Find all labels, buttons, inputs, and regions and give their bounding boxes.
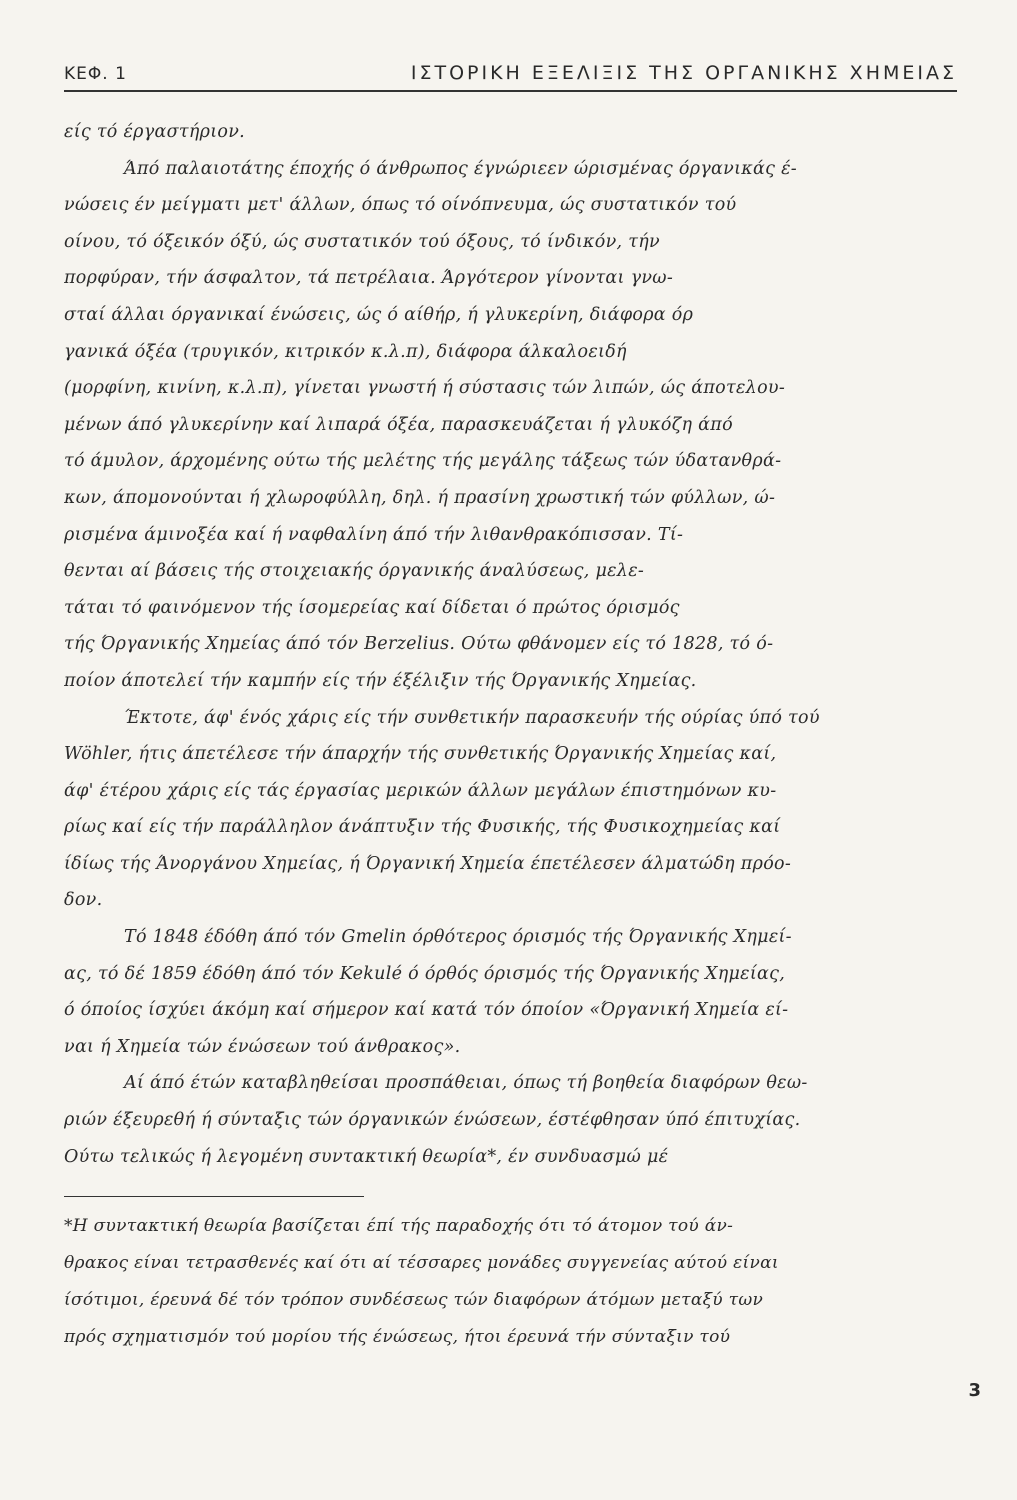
footnote-line: πρός σχηματισμόν τού μορίου τής ένώσεως, ήτοι έρευνά τήν σύνταξιν τού [64, 1327, 731, 1347]
footnote-line: θρακος είναι τετρασθενές καί ότι αί τέσσαρες μονάδες συγγενείας αύτού είναι [64, 1253, 779, 1273]
body-line: μένων άπό γλυκερίνην καί λιπαρά όξέα, παρασκευάζεται ή γλυκόζη άπό [64, 414, 733, 435]
body-line: ρισμένα άμινοξέα καί ή ναφθαλίνη άπό τήν λιθανθρακόπισσαν. Τί- [64, 524, 684, 545]
body-line: κων, άπομονούνται ή χλωροφύλλη, δηλ. ή πρασίνη χρωστική τών φύλλων, ώ- [64, 487, 776, 508]
body-line: (μορφίνη, κινίνη, κ.λ.π), γίνεται γνωστή ή σύστασις τών λιπών, ώς άποτελου- [64, 378, 786, 399]
body-line: πορφύραν, τήν άσφαλτον, τά πετρέλαια. Άργότερον γίνονται γνω- [64, 268, 674, 289]
body-line: ριών έξευρεθή ή σύνταξις τών όργανικών ένώσεων, έστέφθησαν ύπό έπιτυχίας. [64, 1110, 801, 1131]
footnote-line: ίσότιμοι, έρευνά δέ τόν τρόπον συνδέσεως τών διαφόρων άτόμων μεταξύ των [64, 1290, 764, 1310]
footnote-line: *Η συντακτική θεωρία βασίζεται έπί τής παραδοχής ότι τό άτομον τού άν- [64, 1216, 734, 1236]
body-line: ας, τό δέ 1859 έδόθη άπό τόν Kekulé ό όρθός όρισμός τής Όργανικής Χημείας, [64, 963, 786, 984]
body-line: Ούτω τελικώς ή λεγομένη συντακτική θεωρία*, έν συνδυασμώ μέ [64, 1146, 669, 1167]
body-line: ό όποίος ίσχύει άκόμη καί σήμερον καί κατά τόν όποίον «Όργανική Χημεία εί- [64, 1000, 789, 1021]
footnote-divider [64, 1196, 364, 1197]
body-line: Αί άπό έτών καταβληθείσαι προσπάθειαι, όπως τή βοηθεία διαφόρων θεω- [124, 1073, 808, 1094]
body-line: ναι ή Χημεία τών ένώσεων τού άνθρακος». [64, 1036, 461, 1057]
body-line: άφ' έτέρου χάρις είς τάς έργασίας μερικών άλλων μεγάλων έπιστημόνων κυ- [64, 780, 777, 801]
body-line: οίνου, τό όξεικόν όξύ, ώς συστατικόν τού όξους, τό ίνδικόν, τήν [64, 231, 660, 252]
body-line: Άπό παλαιοτάτης έποχής ό άνθρωπος έγνώριεεν ώρισμένας όργανικάς έ- [124, 158, 798, 179]
body-line: Wöhler, ήτις άπετέλεσε τήν άπαρχήν τής συνθετικής Όργανικής Χημείας καί, [64, 744, 777, 765]
body-line: γανικά όξέα (τρυγικόν, κιτρικόν κ.λ.π), διάφορα άλκαλοειδή [64, 341, 627, 362]
body-line: Τό 1848 έδόθη άπό τόν Gmelin όρθότερος όρισμός τής Όργανικής Χημεί- [124, 927, 792, 948]
body-line: είς τό έργαστήριον. [64, 122, 246, 142]
body-line: σταί άλλαι όργανικαί ένώσεις, ώς ό αίθήρ, ή γλυκερίνη, διάφορα όρ [64, 304, 694, 325]
footnote [64, 1208, 977, 1356]
running-header [64, 60, 957, 92]
body-line: ρίως καί είς τήν παράλληλον άνάπτυξιν τής Φυσικής, τής Φυσικοχημείας καί [64, 817, 781, 838]
chapter-label: ΚΕΦ. 1 [64, 64, 127, 84]
body-line: τό άμυλον, άρχομένης ούτω τής μελέτης τής μεγάλης τάξεως τών ύδατανθρά- [64, 451, 782, 472]
body-line: ίδίως τής Άνοργάνου Χημείας, ή Όργανική Χημεία έπετέλεσεν άλματώδη πρόο- [64, 853, 792, 874]
body-line: τάται τό φαινόμενον τής ίσομερείας καί δίδεται ό πρώτος όρισμός [64, 597, 680, 618]
body-line: δον. [64, 890, 103, 911]
body-line: θενται αί βάσεις τής στοιχειακής όργανικής άναλύσεως, μελε- [64, 561, 645, 582]
body-line: Έκτοτε, άφ' ένός χάρις είς τήν συνθετικήν παρασκευήν τής ούρίας ύπό τού [124, 707, 820, 728]
body-text [64, 114, 959, 1175]
body-line: τής Όργανικής Χημείας άπό τόν Berzelius. Ούτω φθάνομεν είς τό 1828, τό ό- [64, 634, 774, 655]
page-number: 3 [968, 1380, 981, 1401]
body-line: νώσεις έν μείγματι μετ' άλλων, όπως τό οίνόπνευμα, ώς συστατικόν τού [64, 195, 737, 216]
body-line: ποίον άποτελεί τήν καμπήν είς τήν έξέλιξιν τής Όργανικής Χημείας. [64, 670, 697, 691]
header-title: ΙΣΤΟΡΙΚΗ ΕΞΕΛΙΞΙΣ ΤΗΣ ΟΡΓΑΝΙΚΗΣ ΧΗΜΕΙΑΣ [410, 62, 957, 84]
